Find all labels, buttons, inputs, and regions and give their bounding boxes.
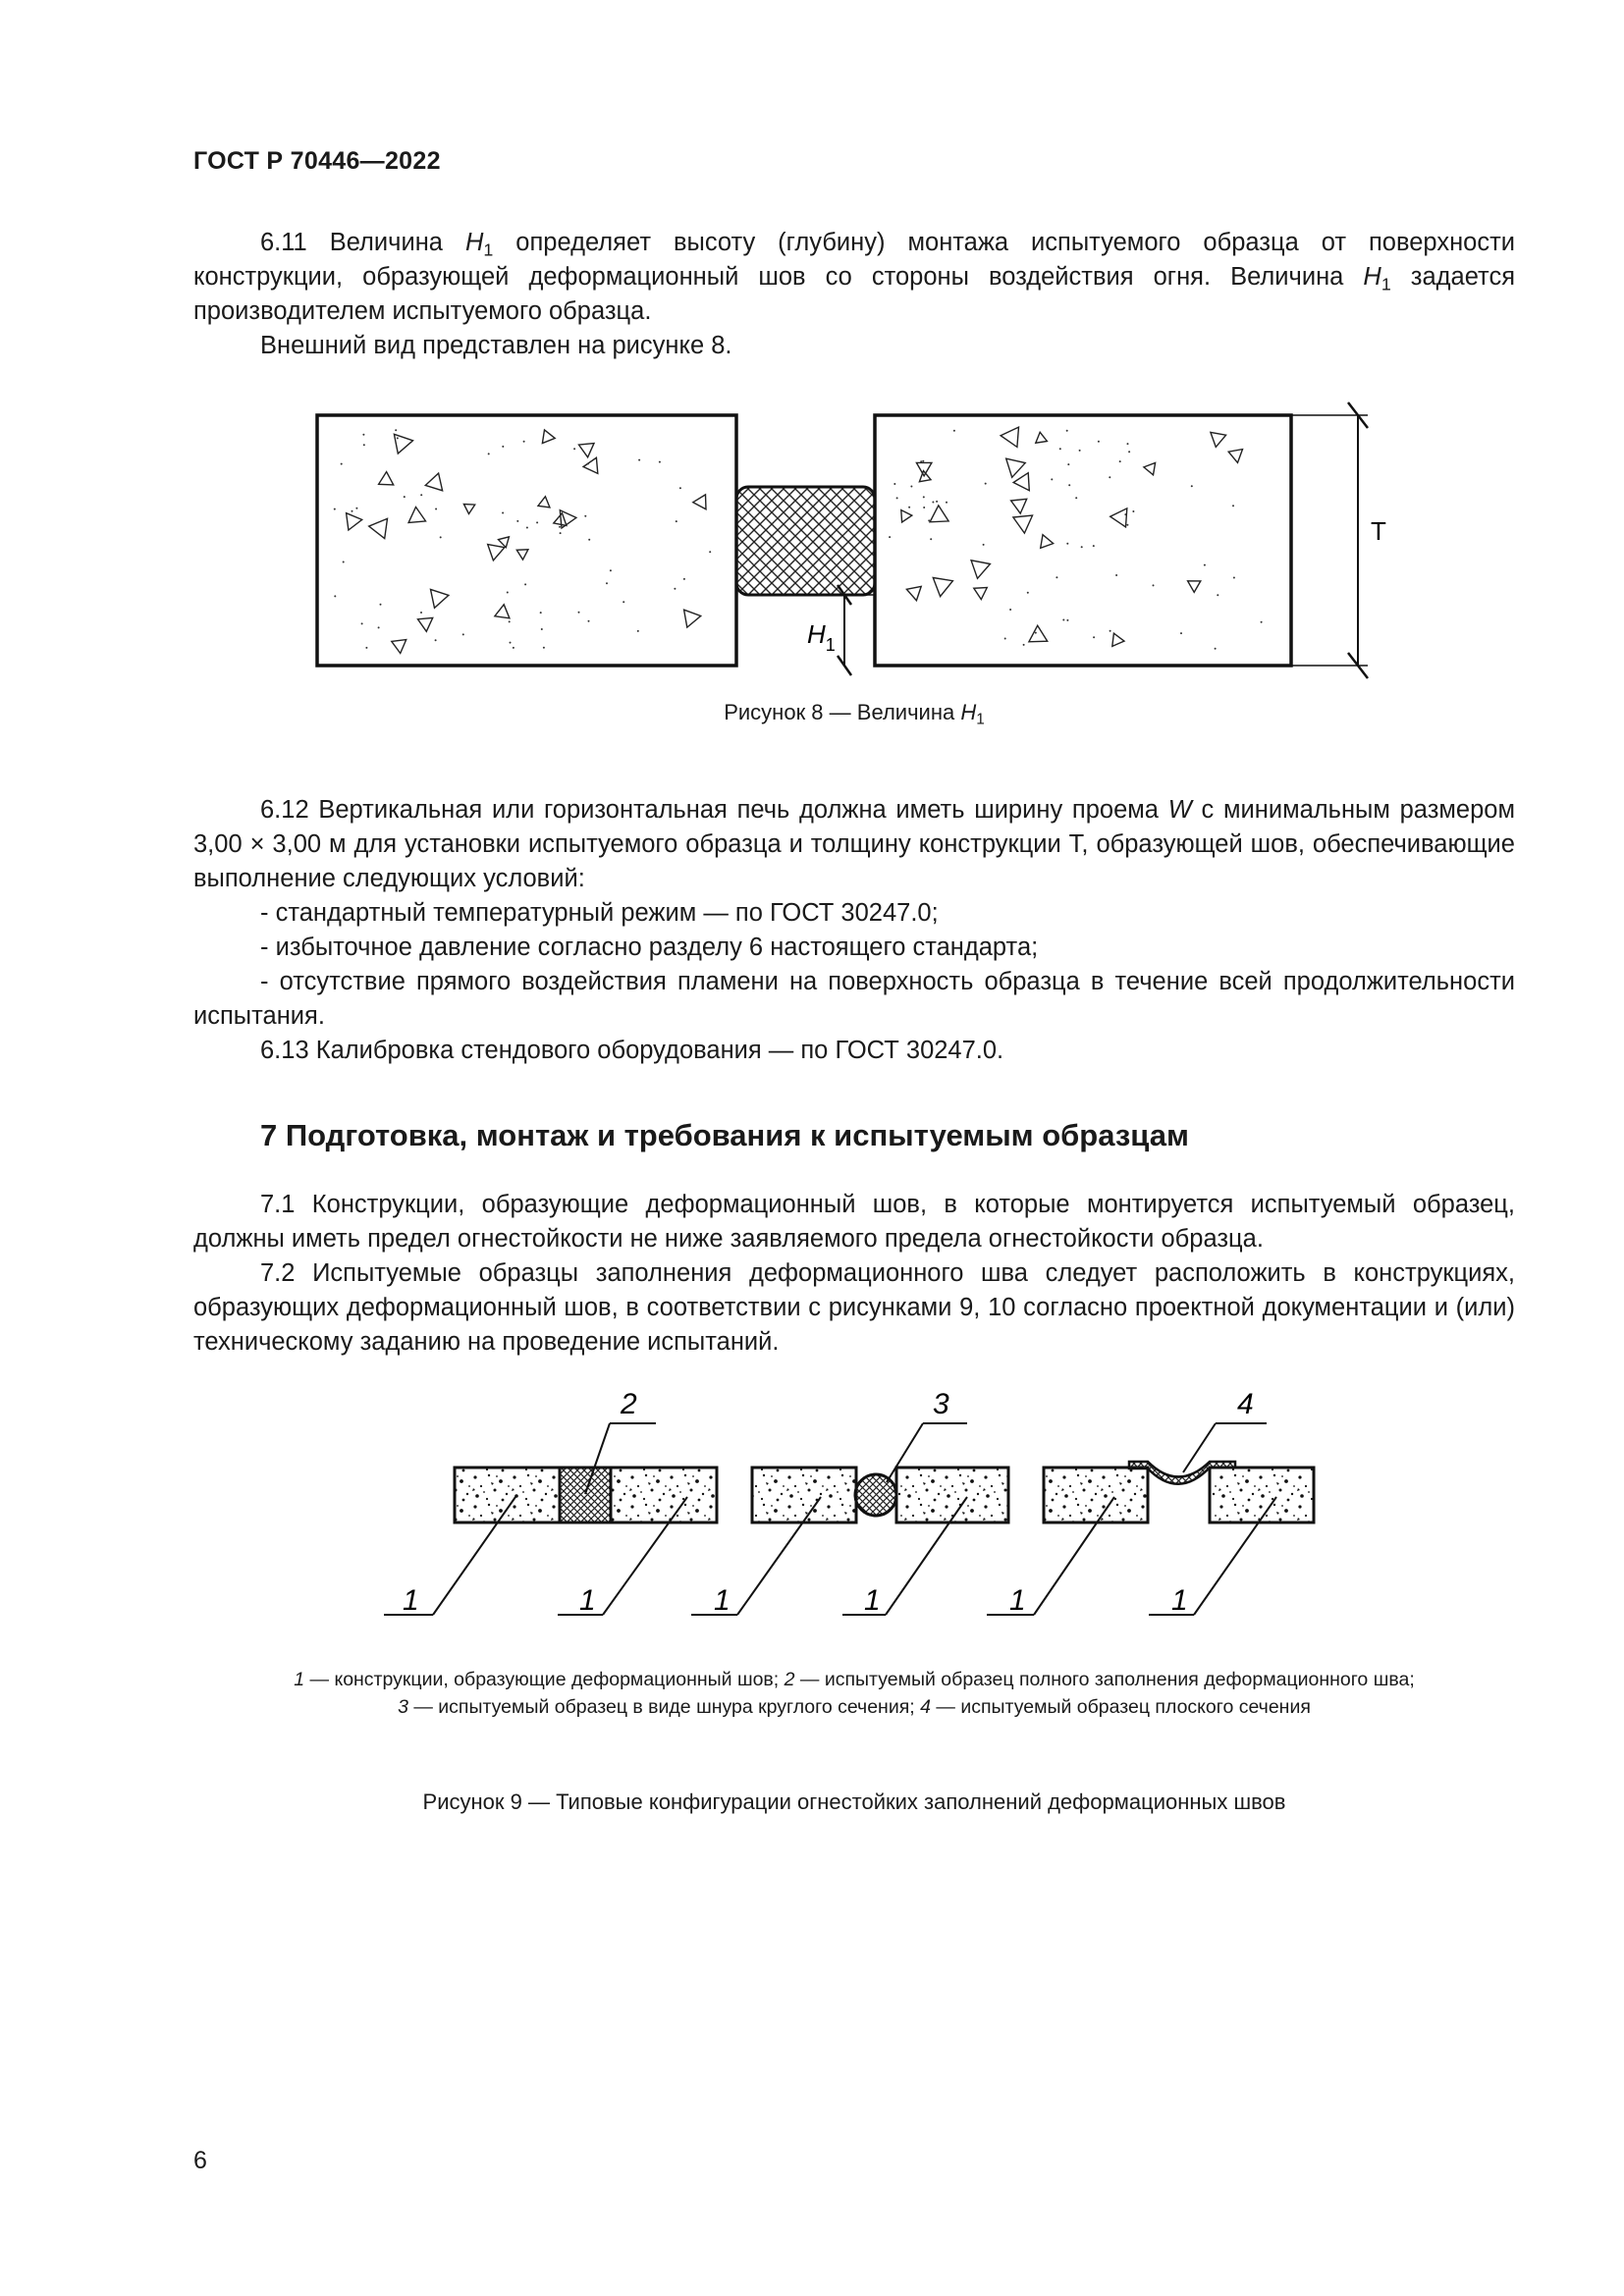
var-h1: H bbox=[1363, 263, 1381, 291]
round-cord-sample bbox=[855, 1474, 896, 1516]
construction-block bbox=[611, 1468, 717, 1522]
aggregate-dot bbox=[1191, 485, 1193, 487]
aggregate-dot bbox=[953, 430, 955, 432]
p611-text-a: 6.11 Величина bbox=[260, 229, 465, 256]
aggregate-dot bbox=[435, 508, 437, 510]
aggregate-dot bbox=[1127, 443, 1129, 445]
aggregate-dot bbox=[674, 588, 676, 590]
aggregate-dot bbox=[606, 582, 608, 584]
paragraph-6-13: 6.13 Калибровка стендового оборудования — по ГОСТ 30247.0. bbox=[260, 1037, 1004, 1064]
aggregate-dot bbox=[380, 604, 382, 606]
aggregate-dot bbox=[1066, 619, 1068, 621]
bullet-item: - отсутствие прямого воздействия пламени на поверхность образца в течение всей продолжительности испытания. bbox=[193, 968, 1515, 1030]
var-h1: H bbox=[464, 229, 484, 256]
aggregate-dot bbox=[1068, 484, 1070, 486]
aggregate-dot bbox=[526, 527, 528, 529]
aggregate-dot bbox=[1059, 448, 1061, 450]
aggregate-dot bbox=[420, 612, 422, 614]
aggregate-dot bbox=[709, 551, 711, 553]
figure-9-legend: 1 — конструкции, образующие деформационный шов; 2 — испытуемый образец полного заполнения деформационного шва; 3 — испытуемый образец в виде шнура круглого сечения; 4 — испытуемый образец плоского сечения bbox=[294, 1669, 1415, 1718]
construction-block bbox=[455, 1468, 560, 1522]
aggregate-dot bbox=[1215, 648, 1217, 650]
aggregate-dot bbox=[440, 536, 442, 538]
aggregate-dot bbox=[1204, 564, 1206, 566]
aggregate-dot bbox=[659, 461, 661, 463]
figure-9-caption: Рисунок 9 — Типовые конфигурации огнестойких заполнений деформационных швов bbox=[422, 1789, 1286, 1814]
figure-ref-text: Внешний вид представлен на рисунке 8. bbox=[260, 332, 732, 359]
aggregate-dot bbox=[683, 578, 685, 580]
aggregate-dot bbox=[922, 460, 924, 462]
callout-label: 1 bbox=[864, 1584, 881, 1617]
bullet-item: - избыточное давление согласно разделу 6 настоящего стандарта; bbox=[260, 934, 1039, 961]
var-h1-sub: 1 bbox=[483, 240, 494, 260]
callout-label: 1 bbox=[714, 1584, 731, 1617]
aggregate-dot bbox=[560, 532, 562, 534]
figure-8-caption: Рисунок 8 — Величина $H_1$ bbox=[724, 700, 985, 728]
construction-block bbox=[896, 1468, 1008, 1522]
aggregate-dot bbox=[920, 460, 922, 462]
aggregate-dot bbox=[588, 539, 590, 541]
aggregate-dot bbox=[1079, 450, 1081, 452]
aggregate-dot bbox=[679, 487, 681, 489]
callout-label: 4 bbox=[1237, 1388, 1254, 1420]
construction-block bbox=[1210, 1468, 1314, 1522]
aggregate-dot bbox=[638, 459, 640, 461]
standard-header: ГОСТ Р 70446—2022 bbox=[193, 147, 441, 175]
aggregate-dot bbox=[363, 444, 365, 446]
aggregate-dot bbox=[932, 502, 934, 504]
aggregate-dot bbox=[355, 507, 357, 509]
aggregate-dot bbox=[1126, 524, 1128, 526]
aggregate-dot bbox=[1081, 546, 1083, 548]
aggregate-dot bbox=[1124, 513, 1126, 515]
aggregate-dot bbox=[889, 536, 891, 538]
aggregate-dot bbox=[1261, 621, 1263, 623]
aggregate-dot bbox=[523, 441, 525, 443]
aggregate-dot bbox=[1098, 441, 1100, 443]
figure-9-configurations bbox=[384, 1388, 1314, 1617]
aggregate-dot bbox=[502, 446, 504, 448]
aggregate-dot bbox=[334, 508, 336, 510]
aggregate-dot bbox=[587, 463, 589, 465]
aggregate-dot bbox=[378, 626, 380, 628]
paragraph-7-1: 7.1 Конструкции, образующие деформационный шов, в которые монтируется испытуемый образец, должны иметь предел огнестойкости не ниже заявляемого предела огнестойкости образца. bbox=[193, 1191, 1515, 1253]
aggregate-dot bbox=[1119, 460, 1121, 462]
aggregate-dot bbox=[1217, 594, 1218, 596]
aggregate-dot bbox=[923, 507, 925, 508]
aggregate-dot bbox=[507, 592, 509, 594]
p611-text-c: задается производителем испытуемого образца. bbox=[193, 263, 1516, 325]
aggregate-dot bbox=[1023, 644, 1025, 646]
aggregate-dot bbox=[923, 496, 925, 498]
callout-label: 1 bbox=[403, 1584, 419, 1617]
aggregate-dot bbox=[1066, 430, 1068, 432]
callout-label: 1 bbox=[1009, 1584, 1026, 1617]
aggregate-dot bbox=[541, 628, 543, 630]
aggregate-dot bbox=[1035, 632, 1037, 634]
aggregate-dot bbox=[893, 483, 895, 485]
callout-label: 2 bbox=[621, 1388, 637, 1420]
aggregate-dot bbox=[573, 448, 575, 450]
aggregate-dot bbox=[1009, 609, 1011, 611]
aggregate-dot bbox=[365, 647, 367, 649]
aggregate-dot bbox=[435, 639, 437, 641]
aggregate-dot bbox=[343, 561, 345, 563]
aggregate-dot bbox=[1067, 463, 1069, 465]
aggregate-dot bbox=[676, 520, 677, 522]
aggregate-dot bbox=[509, 620, 511, 622]
aggregate-dot bbox=[910, 486, 912, 488]
aggregate-dot bbox=[623, 601, 624, 603]
aggregate-dot bbox=[516, 520, 518, 522]
bullet-item: - стандартный температурный режим — по ГОСТ 30247.0; bbox=[260, 899, 939, 927]
aggregate-dot bbox=[361, 622, 363, 624]
aggregate-dot bbox=[1153, 584, 1155, 586]
paragraph-6-12: 6.12 Вертикальная или горизонтальная печь должна иметь ширину проема W с минимальным размером 3,00 × 3,00 м для установки испытуемого образца и толщину конструкции Т, образующей шов, обеспечивающие выполнение следующих условий: bbox=[193, 796, 1515, 892]
aggregate-dot bbox=[1027, 592, 1029, 594]
section-7-heading: 7 Подготовка, монтаж и требования к испытуемым образцам bbox=[260, 1118, 1189, 1152]
aggregate-dot bbox=[1109, 476, 1110, 478]
aggregate-dot bbox=[1115, 574, 1117, 576]
aggregate-dot bbox=[946, 502, 947, 504]
var-h1-sub: 1 bbox=[1380, 274, 1391, 294]
aggregate-dot bbox=[983, 544, 985, 546]
aggregate-dot bbox=[395, 429, 397, 431]
aggregate-dot bbox=[420, 494, 422, 496]
aggregate-dot bbox=[404, 496, 406, 498]
concrete-block-left bbox=[317, 415, 736, 666]
aggregate-dot bbox=[1132, 510, 1134, 512]
aggregate-dot bbox=[1056, 576, 1057, 578]
aggregate-dot bbox=[341, 463, 343, 465]
aggregate-dot bbox=[536, 521, 538, 523]
aggregate-dot bbox=[524, 583, 526, 585]
aggregate-dot bbox=[1051, 478, 1053, 480]
aggregate-dot bbox=[462, 633, 464, 635]
var-w: W bbox=[1167, 796, 1192, 824]
p611-text-b: определяет высоту (глубину) монтажа испытуемого образца от поверхности конструкции, образующей деформационный шов со стороны воздействия огня. Величина bbox=[193, 229, 1516, 291]
aggregate-dot bbox=[1062, 619, 1064, 621]
aggregate-dot bbox=[540, 612, 542, 614]
aggregate-dot bbox=[985, 483, 987, 485]
aggregate-dot bbox=[513, 647, 514, 649]
aggregate-dot bbox=[1075, 497, 1077, 499]
aggregate-dot bbox=[928, 519, 930, 521]
aggregate-dot bbox=[488, 453, 490, 454]
aggregate-dot bbox=[1233, 577, 1235, 579]
aggregate-dot bbox=[610, 569, 612, 571]
aggregate-dot bbox=[936, 501, 938, 503]
aggregate-dot bbox=[1180, 632, 1182, 634]
aggregate-dot bbox=[930, 538, 932, 540]
aggregate-dot bbox=[1093, 636, 1095, 638]
construction-block bbox=[1044, 1468, 1148, 1522]
aggregate-dot bbox=[1110, 630, 1111, 632]
aggregate-dot bbox=[1004, 638, 1006, 640]
paragraph-7-2: 7.2 Испытуемые образцы заполнения деформационного шва следует расположить в конструкциях, образующих деформационный шов, в соответствии с рисунками 9, 10 согласно проектной документации и (или) техническому заданию на проведение испытаний. bbox=[193, 1259, 1515, 1356]
callout-label: 1 bbox=[1171, 1584, 1188, 1617]
aggregate-dot bbox=[362, 434, 364, 436]
aggregate-dot bbox=[578, 612, 580, 614]
callout-label: 3 bbox=[933, 1388, 949, 1420]
aggregate-dot bbox=[637, 630, 639, 632]
aggregate-dot bbox=[908, 507, 910, 508]
aggregate-dot bbox=[1066, 543, 1068, 545]
joint-filler-sample bbox=[736, 487, 875, 595]
aggregate-dot bbox=[559, 526, 561, 528]
aggregate-dot bbox=[588, 620, 590, 622]
full-fill-sample bbox=[560, 1468, 611, 1522]
aggregate-dot bbox=[584, 515, 586, 517]
aggregate-dot bbox=[1093, 545, 1095, 547]
page-number: 6 bbox=[193, 2147, 207, 2174]
aggregate-dot bbox=[397, 437, 399, 439]
aggregate-dot bbox=[502, 512, 504, 514]
aggregate-dot bbox=[352, 510, 353, 512]
construction-block bbox=[752, 1468, 856, 1522]
aggregate-dot bbox=[1232, 505, 1234, 507]
h1-label: $H_1$ bbox=[807, 619, 836, 655]
aggregate-dot bbox=[1128, 451, 1130, 453]
callout-label: 1 bbox=[579, 1584, 596, 1617]
t-label: T bbox=[1371, 516, 1386, 546]
aggregate-dot bbox=[510, 642, 512, 644]
aggregate-dot bbox=[543, 647, 545, 649]
aggregate-dot bbox=[896, 497, 898, 499]
aggregate-dot bbox=[334, 595, 336, 597]
